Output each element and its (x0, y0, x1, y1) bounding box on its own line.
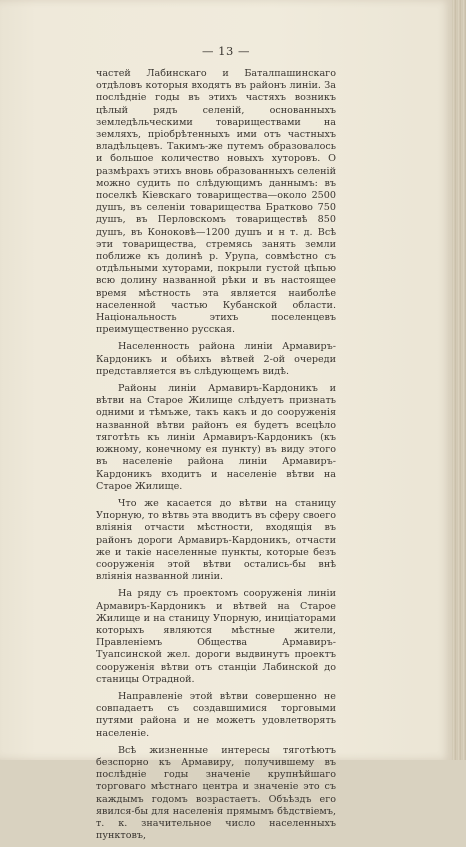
page-number: — 13 — (202, 44, 250, 58)
paragraph: Что же касается до вѣтви на станицу Упорную, то вѣтвь эта вводитъ въ сферу своего вліянія отчасти мѣстности, входящія въ районъ дороги Армавиръ-Кардоникъ, отчасти же и такіе населенные пункты, которые безъ сооруженія этой вѣтви остались-бы внѣ вліянія названной линіи. (96, 497, 336, 583)
body-text (96, 68, 336, 847)
paragraph: частей Лабинскаго и Баталпашинскаго отдѣловъ которыя входятъ въ районъ линіи. За послѣдніе годы въ этихъ частяхъ возникъ цѣлый рядъ селеній, основанныхъ земледѣльческими товариществами на земляхъ, пріобрѣтенныхъ ими отъ частныхъ владѣльцевъ. Такимъ-же путемъ образовалось и большое количество новыхъ хуторовъ. О размѣрахъ этихъ вновь образованныхъ селеній можно судить по слѣдующимъ даннымъ: въ поселкѣ Кіевскаго товарищества—около 2500 душъ, въ селеніи товарищества Братково 750 душъ, въ Перловскомъ товариществѣ 850 душъ, въ Коноковѣ—1200 душъ и н т. д. Всѣ эти товарищества, стремясь занять земли поближе къ долинѣ р. Урупа, совмѣстно съ отдѣльными хуторами, покрыли густой цѣпью всю долину названной рѣки и въ настоящее время мѣстность эта является наиболѣе населенной частью Кубанской области. Національность этихъ поселенцевъ преимущественно русская. (96, 68, 336, 336)
page-stack-edge (452, 0, 466, 760)
paragraph: Всѣ жизненные интересы тяготѣютъ безспорно къ Армавиру, получившему въ послѣдніе годы значеніе крупнѣйшаго торговаго мѣстнаго центра и значеніе это съ каждымъ годомъ возрастаетъ. Объѣздъ его явился-бы для населенія прямымъ бѣдствіемъ, т. к. значительное число населенныхъ пунктовъ, (96, 744, 336, 842)
paragraph: Направленіе этой вѣтви совершенно не совпадаетъ съ создавшимися торговыми путями района и не можетъ удовлетворять населеніе. (96, 690, 336, 739)
paragraph: На ряду съ проектомъ сооруженія линіи Армавиръ-Кардоникъ и вѣтвей на Старое Жилище и на станицу Упорную, иниціаторами которыхъ являются мѣстные жители, Правленіемъ Общества Армавиръ-Туапсинской жел. дороги выдвинутъ проектъ сооруженія вѣтви отъ станціи Лабинской до станицы Отрадной. (96, 588, 336, 685)
paragraph: Районы линіи Армавиръ-Кардоникъ и вѣтви на Старое Жилище слѣдуетъ признать одними и тѣмъже, такъ какъ и до сооруженія названной вѣтви районъ ея будетъ всецѣло тяготѣть къ линіи Армавиръ-Кардоникъ (къ южному, конечному ея пункту) въ виду этого въ населеніе района линіи Армавиръ-Кардоникъ входитъ и населеніе вѣтви на Старое Жилище. (96, 383, 336, 492)
paragraph: Населенность района линіи Армавиръ-Кардоникъ и обѣихъ вѣтвей 2-ой очереди представляется въ слѣдующемъ видѣ. (96, 341, 336, 377)
